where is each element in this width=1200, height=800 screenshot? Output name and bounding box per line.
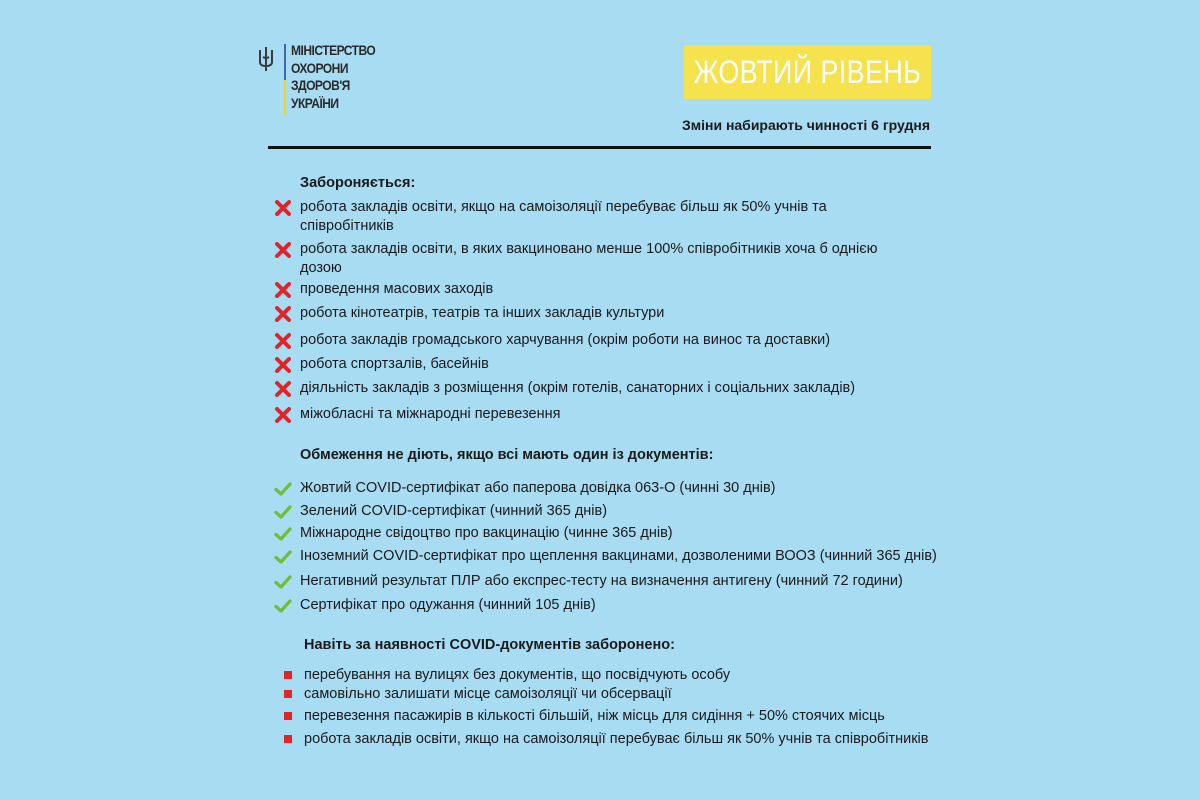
always-prohibited-item: перебування на вулицях без документів, що посвідчують особу bbox=[304, 666, 730, 685]
cross-icon bbox=[274, 200, 292, 216]
trident-icon bbox=[256, 46, 276, 72]
red-square-bullet bbox=[284, 671, 292, 679]
logo-line: ЗДОРОВ'Я bbox=[291, 77, 350, 93]
cross-icon bbox=[274, 242, 292, 258]
always-prohibited-heading: Навіть за наявності COVID-документів заборонено: bbox=[304, 637, 675, 653]
exemption-item: Жовтий COVID-сертифікат або паперова довідка 063-О (чинні 30 днів) bbox=[300, 479, 776, 498]
cross-icon bbox=[274, 282, 292, 298]
prohibited-item: міжобласні та міжнародні перевезення bbox=[300, 405, 560, 424]
cross-icon bbox=[274, 381, 292, 397]
cross-icon bbox=[274, 306, 292, 322]
red-square-bullet bbox=[284, 712, 292, 720]
prohibited-item: робота спортзалів, басейнів bbox=[300, 355, 489, 374]
prohibited-heading: Забороняється: bbox=[300, 175, 416, 191]
level-badge-text: ЖОВТИЙ РІВЕНЬ bbox=[693, 53, 922, 90]
check-icon bbox=[274, 574, 292, 590]
check-icon bbox=[274, 526, 292, 542]
prohibited-item: робота закладів громадського харчування (окрім роботи на винос та доставки) bbox=[300, 331, 830, 350]
exemption-item: Іноземний COVID-сертифікат про щеплення вакцинами, дозволеними ВООЗ (чинний 365 днів) bbox=[300, 547, 937, 566]
cross-icon bbox=[274, 333, 292, 349]
level-badge bbox=[684, 45, 931, 99]
exemptions-heading: Обмеження не діють, якщо всі мають один із документів: bbox=[300, 447, 714, 463]
logo-color-bar bbox=[284, 44, 286, 116]
always-prohibited-item: робота закладів освіти, якщо на самоізоляції перебуває більш як 50% учнів та співробітників bbox=[304, 730, 928, 749]
logo-line: УКРАЇНИ bbox=[291, 94, 339, 111]
prohibited-item: робота закладів освіти, якщо на самоізоляції перебуває більш як 50% учнів та співробітників bbox=[300, 198, 860, 236]
prohibited-item: діяльність закладів з розміщення (окрім готелів, санаторних і соціальних закладів) bbox=[300, 379, 855, 398]
red-square-bullet bbox=[284, 690, 292, 698]
cross-icon bbox=[274, 357, 292, 373]
red-square-bullet bbox=[284, 735, 292, 743]
check-icon bbox=[274, 481, 292, 497]
always-prohibited-item: самовільно залишати місце самоізоляції чи обсервації bbox=[304, 685, 672, 704]
prohibited-item: проведення масових заходів bbox=[300, 280, 493, 299]
ministry-logo bbox=[256, 42, 389, 116]
exemption-item: Міжнародне свідоцтво про вакцинацію (чинне 365 днів) bbox=[300, 524, 673, 543]
cross-icon bbox=[274, 407, 292, 423]
prohibited-item: робота закладів освіти, в яких вакциновано менше 100% співробітників хоча б однією дозою bbox=[300, 240, 900, 278]
effective-date: Зміни набирають чинності 6 грудня bbox=[681, 117, 930, 133]
logo-line: МІНІСТЕРСТВО bbox=[291, 42, 376, 58]
prohibited-item: робота кінотеатрів, театрів та інших закладів культури bbox=[300, 304, 664, 323]
check-icon bbox=[274, 549, 292, 565]
logo-text bbox=[291, 42, 375, 116]
divider bbox=[268, 146, 931, 149]
logo-line: ОХОРОНИ bbox=[291, 59, 348, 76]
check-icon bbox=[274, 504, 292, 520]
always-prohibited-item: перевезення пасажирів в кількості більшій, ніж місць для сидіння + 50% стоячих місць bbox=[304, 707, 885, 726]
check-icon bbox=[274, 598, 292, 614]
exemption-item: Негативний результат ПЛР або експрес-тесту на визначення антигену (чинний 72 години) bbox=[300, 572, 903, 591]
exemption-item: Зелений COVID-сертифікат (чинний 365 днів) bbox=[300, 502, 607, 521]
exemption-item: Сертифікат про одужання (чинний 105 днів) bbox=[300, 596, 596, 615]
